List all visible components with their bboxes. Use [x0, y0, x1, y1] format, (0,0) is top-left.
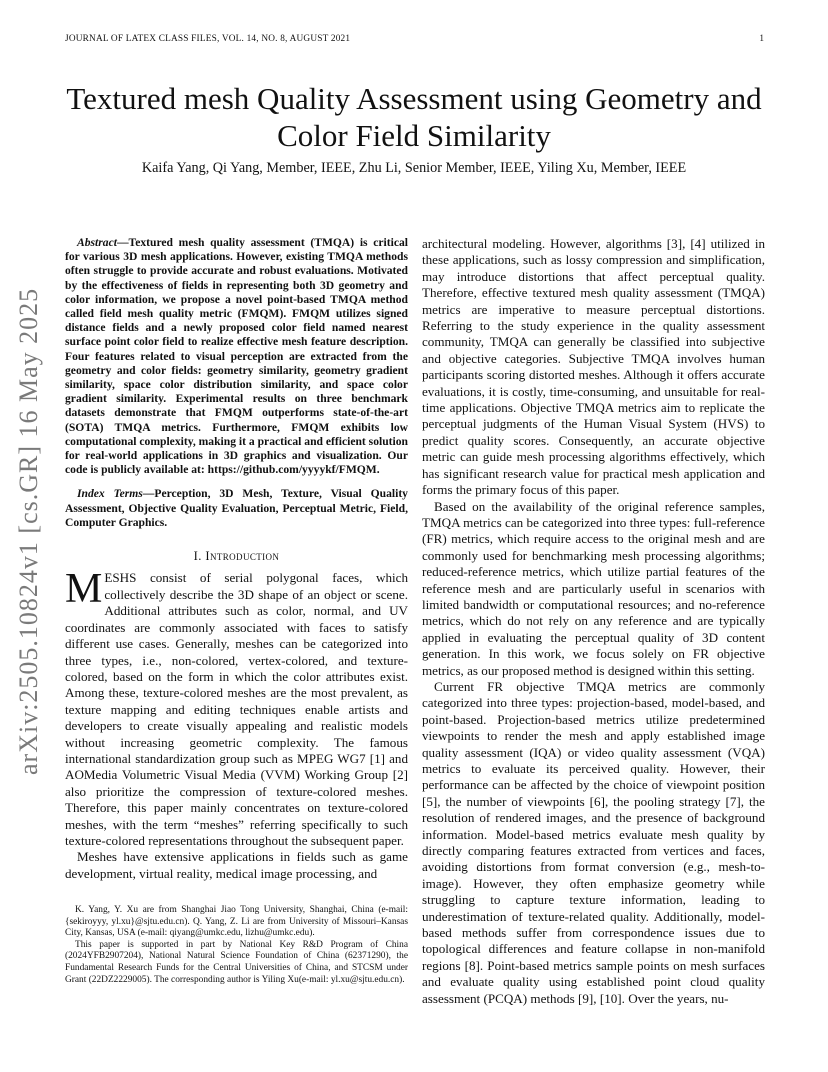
- abstract-label: Abstract: [77, 236, 117, 249]
- section-heading: I. Introduction: [193, 549, 280, 564]
- arxiv-stamp: arXiv:2505.10824v1 [cs.GR] 16 May 2025: [14, 287, 43, 775]
- index-terms: [65, 487, 408, 530]
- right-paragraph-1: architectural modeling. However, algorithms [3], [4] utilized in these applications, such as lossy compression and simplification, may introduce distortions that affect perceptual quality. Therefore, effective textured mesh quality assessment (TMQA) metrics are imperative to measure perceptual distortions. Referring to the study experience in the quality assessment community, TMQA can generally be classified into subjective and objective categories. Subjective TMQA involves human participants scoring distorted meshes. Although it offers accurate evaluations, it is costly, time-consuming, and unsuitable for real-time applications. Objective TMQA metrics aim to replicate the perceptual judgments of the Human Visual System (HVS) to predict quality scores. Consequently, an accurate objective metric can guide mesh processing algorithms effectively, which has significant research value for practical mesh application and forms the primary focus of this paper.: [422, 236, 765, 498]
- index-terms-text: —Perception, 3D Mesh, Texture, Visual Quality Assessment, Objective Quality Evaluation, Perceptual Metric, Field, Computer Graphics.: [65, 487, 408, 529]
- footnote-funding: This paper is supported in part by National Key R&D Program of China (2024YFB2907204), National Natural Science Foundation of China (62371290), the Fundamental Research Funds for the Central Universities of China, and STCSM under Grant (22DZ2229005). The corresponding author is Yiling Xu(e-mail: yl.xu@sjtu.edu.cn).: [65, 939, 408, 985]
- footnote-affiliations: K. Yang, Y. Xu are from Shanghai Jiao Tong University, Shanghai, China (e-mail: {sekiroyyy, yl.xu}@sjtu.edu.cn). Q. Yang, Z. Li are from University of Missouri–Kansas City, Kansas, USA (e-mail: qiyang@umkc.edu, lizhu@umkc.edu).: [65, 905, 408, 939]
- drop-cap: M: [65, 566, 103, 613]
- author-list: Kaifa Yang, Qi Yang, Member, IEEE, Zhu Li, Senior Member, IEEE, Yiling Xu, Member, IEEE: [141, 160, 687, 176]
- paper-title: Textured mesh Quality Assessment using Geometry and Color Field Similarity: [66, 81, 762, 153]
- index-terms-label: Index Terms: [77, 487, 143, 501]
- intro-paragraph-1: [65, 566, 408, 849]
- running-header: JOURNAL OF LATEX CLASS FILES, VOL. 14, NO. 8, AUGUST 2021: [65, 34, 351, 44]
- footnotes: [65, 905, 408, 986]
- right-paragraph-3: Current FR objective TMQA metrics are commonly categorized into three types: projection-based, model-based, and point-based. Projection-based metrics utilize predetermined viewpoints to render the mesh and apply established image quality assessment (IQA) or video quality assessment (VQA) metrics to evaluate its perceived quality. However, their performance can be affected by the choice of viewpoint position [5], the number of viewpoints [6], the pooling strategy [7], the resolution of rendered images, and the presence of background information. Model-based metrics evaluate mesh quality by directly comparing features extracted from vertices and faces, avoiding distortions from format conversion (e.g., mesh-to-image). However, they often emphasize geometry while struggling to capture texture information, leading to underestimation of texture-related quality. Additionally, model-based methods suffer from correspondence issues due to topological differences and feature collapse in non-manifold regions [8]. Point-based metrics sample points on mesh surfaces and evaluate quality using established point cloud quality assessment (PCQA) methods [9], [10]. Over the years, nu-: [422, 678, 765, 1006]
- intro-paragraph-2: Meshes have extensive applications in fields such as game development, virtual reality, medical image processing, and: [65, 849, 408, 881]
- right-column: [422, 236, 765, 1007]
- intro-paragraph-1-text: ESHS consist of serial polygonal faces, which collectively describe the 3D shape of an object or scene. Additional attributes such as color, normal, and UV coordinates are commonly associated with faces to satisfy different use cases. Generally, meshes can be categorized into three types, i.e., non-colored, vertex-colored, and texture-colored, based on the form in which the color attributes exist. Among these, texture-colored meshes are the most prevalent, as texture mapping and editing techniques enable artists and developers to create visually appealing and realistic models without increasing geometric complexity. The famous international standardization group such as MPEG WG7 [1] and AOMedia Volumetric Visual Media (VVM) Working Group [2] also prioritize the compression of texture-colored meshes. Therefore, this paper mainly concentrates on texture-colored meshes, with the term “meshes” referring specifically to such texture-colored representations throughout the subsequent paper.: [65, 570, 408, 848]
- page-number: 1: [759, 34, 764, 44]
- abstract-text: —Textured mesh quality assessment (TMQA) is critical for various 3D mesh applications. However, existing TMQA methods often struggle to provide accurate and robust evaluations. Motivated by the effectiveness of fields in representing both 3D geometry and color information, we propose a novel point-based TMQA method called field mesh quality metric (FMQM). FMQM utilizes signed distance fields and a newly proposed color field named nearest surface point color field to realize effective mesh feature description. Four features related to visual perception are extracted from the geometry and color fields: geometry similarity, geometry gradient similarity, space color distribution similarity, and space color gradient similarity. Experimental results on three benchmark datasets demonstrate that FMQM outperforms state-of-the-art (SOTA) TMQA metrics. Furthermore, FMQM exhibits low computational complexity, making it a practical and efficient solution for real-world applications in 3D graphics and visualization. Our code is publicly available at: https://github.com/yyyykf/FMQM.: [65, 236, 408, 477]
- left-column: [65, 236, 408, 882]
- abstract: [65, 236, 408, 477]
- right-paragraph-2: Based on the availability of the original reference samples, TMQA metrics can be categorized into three types: full-reference (FR) metrics, which require access to the original mesh and are commonly used for benchmarking mesh processing algorithms; reduced-reference metrics, which utilize partial features of the reference mesh and are particularly useful in scenarios with limited bandwidth or computational resources; and no-reference metrics, which do not rely on any reference and are typically applied in evaluating the perceptual quality of 3D content generation. In this work, we focus solely on FR objective metrics, as our proposed method is designed within this setting.: [422, 498, 765, 678]
